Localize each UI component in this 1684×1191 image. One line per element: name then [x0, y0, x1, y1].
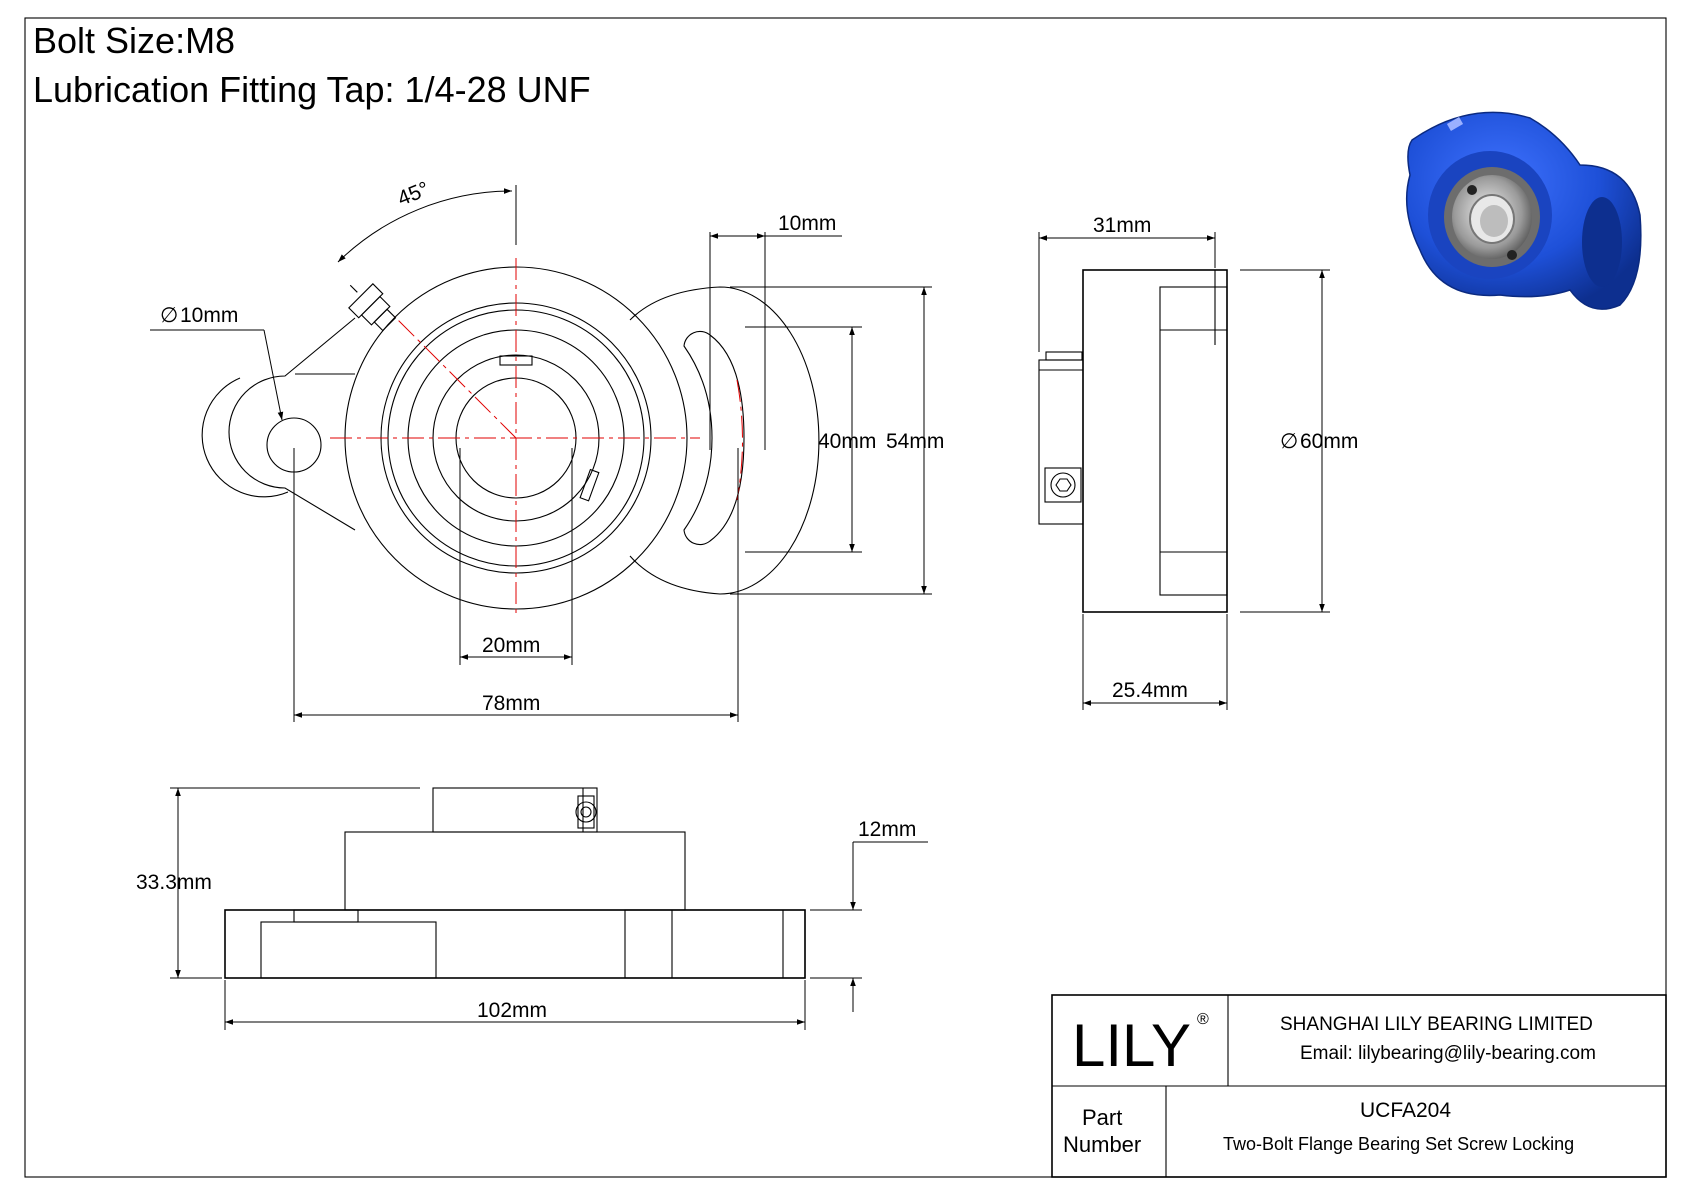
bolt-size-label: Bolt Size:M8: [33, 20, 236, 61]
base-width-label: 25.4mm: [1112, 679, 1188, 702]
part-description: Two-Bolt Flange Bearing Set Screw Locking: [1223, 1134, 1575, 1154]
bolt-spacing-label: 78mm: [482, 692, 541, 715]
height-label: 33.3mm: [136, 871, 212, 894]
part-label-line1: Part: [1082, 1105, 1123, 1130]
angle-label: 45°: [394, 177, 433, 211]
registered-mark: ®: [1197, 1011, 1209, 1028]
slot-outer-label: 54mm: [886, 430, 945, 453]
side-view: [1039, 270, 1227, 612]
part-number: UCFA204: [1360, 1099, 1452, 1122]
diameter-icon: ∅: [1280, 430, 1299, 453]
bearing-3d-render: [1407, 112, 1641, 309]
lube-tap-label: Lubrication Fitting Tap: 1/4-28 UNF: [33, 69, 591, 110]
slot-width-label: 10mm: [778, 212, 837, 235]
flange-thickness-label: 12mm: [858, 818, 917, 841]
diameter-icon: ∅: [160, 304, 179, 327]
depth-label: 31mm: [1093, 214, 1152, 237]
body-dia-label: 60mm: [1300, 430, 1359, 453]
side-dimensions: [1039, 214, 1358, 710]
front-view: [202, 258, 819, 615]
bore-label: 20mm: [482, 634, 541, 657]
part-label-line2: Number: [1063, 1132, 1142, 1157]
top-dimensions: [136, 788, 928, 1030]
company-name: SHANGHAI LILY BEARING LIMITED: [1280, 1014, 1593, 1035]
company-logo: LILY: [1072, 1012, 1191, 1079]
length-label: 102mm: [477, 999, 548, 1022]
top-view: [225, 788, 805, 978]
hole-dia-label: 10mm: [180, 304, 239, 327]
company-email: Email: lilybearing@lily-bearing.com: [1300, 1043, 1596, 1064]
slot-inner-label: 40mm: [818, 430, 877, 453]
front-dimensions: [150, 177, 944, 722]
